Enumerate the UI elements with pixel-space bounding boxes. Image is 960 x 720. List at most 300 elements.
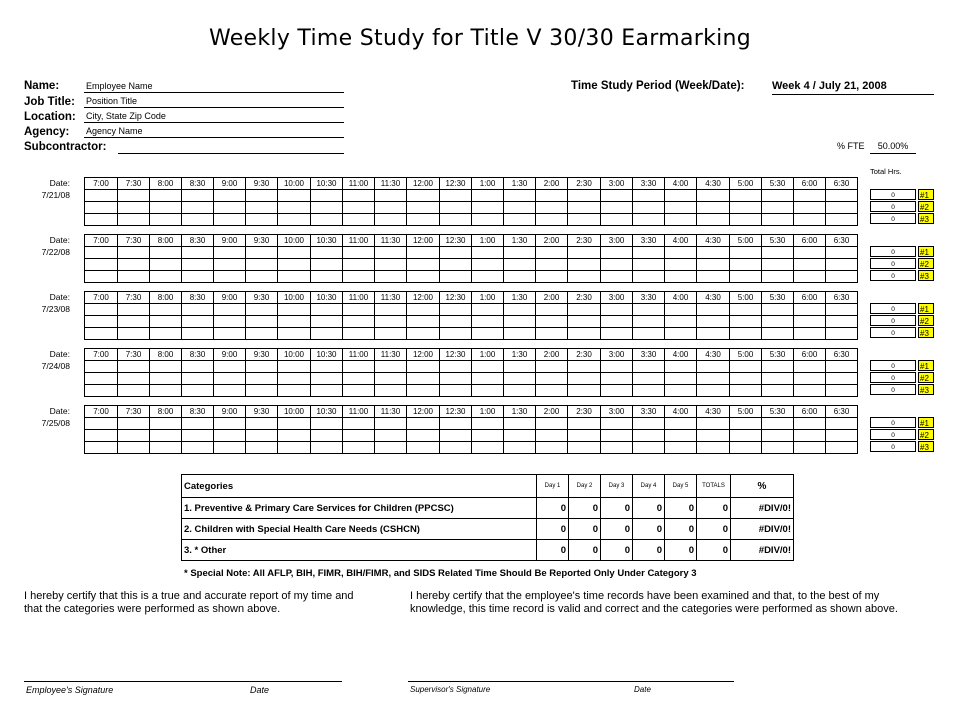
time-cell[interactable] <box>826 385 858 397</box>
time-cell[interactable] <box>375 373 407 385</box>
employee-signature-line[interactable] <box>24 681 342 682</box>
time-cell[interactable] <box>472 442 504 454</box>
time-cell[interactable] <box>536 304 568 316</box>
time-cell[interactable] <box>633 214 665 226</box>
time-cell[interactable] <box>150 304 182 316</box>
time-cell[interactable] <box>343 304 375 316</box>
time-cell[interactable] <box>150 385 182 397</box>
time-cell[interactable] <box>794 202 826 214</box>
time-cell[interactable] <box>730 418 762 430</box>
time-cell[interactable] <box>150 190 182 202</box>
time-cell[interactable] <box>246 190 278 202</box>
time-cell[interactable] <box>343 271 375 283</box>
time-cell[interactable] <box>311 328 343 340</box>
time-cell[interactable] <box>633 442 665 454</box>
time-cell[interactable] <box>246 271 278 283</box>
time-cell[interactable] <box>343 430 375 442</box>
time-cell[interactable] <box>375 190 407 202</box>
time-cell[interactable] <box>407 430 440 442</box>
time-cell[interactable] <box>118 271 150 283</box>
time-cell[interactable] <box>214 442 246 454</box>
time-cell[interactable] <box>794 385 826 397</box>
time-cell[interactable] <box>407 190 440 202</box>
time-cell[interactable] <box>472 430 504 442</box>
time-cell[interactable] <box>375 385 407 397</box>
time-cell[interactable] <box>375 430 407 442</box>
time-cell[interactable] <box>826 430 858 442</box>
time-cell[interactable] <box>601 361 633 373</box>
time-cell[interactable] <box>665 385 697 397</box>
time-cell[interactable] <box>665 259 697 271</box>
time-cell[interactable] <box>278 316 311 328</box>
time-cell[interactable] <box>278 442 311 454</box>
time-cell[interactable] <box>440 373 472 385</box>
time-cell[interactable] <box>826 361 858 373</box>
time-cell[interactable] <box>150 373 182 385</box>
time-cell[interactable] <box>504 361 536 373</box>
time-cell[interactable] <box>311 190 343 202</box>
time-cell[interactable] <box>85 385 118 397</box>
time-cell[interactable] <box>536 373 568 385</box>
time-cell[interactable] <box>568 361 601 373</box>
time-cell[interactable] <box>504 271 536 283</box>
time-cell[interactable] <box>536 385 568 397</box>
time-cell[interactable] <box>214 214 246 226</box>
time-cell[interactable] <box>343 385 375 397</box>
time-cell[interactable] <box>665 442 697 454</box>
time-cell[interactable] <box>697 259 730 271</box>
time-cell[interactable] <box>407 442 440 454</box>
time-cell[interactable] <box>214 190 246 202</box>
time-cell[interactable] <box>343 247 375 259</box>
time-cell[interactable] <box>568 418 601 430</box>
time-cell[interactable] <box>504 214 536 226</box>
time-cell[interactable] <box>697 373 730 385</box>
time-cell[interactable] <box>343 442 375 454</box>
time-cell[interactable] <box>182 328 214 340</box>
time-cell[interactable] <box>278 328 311 340</box>
time-cell[interactable] <box>118 202 150 214</box>
time-cell[interactable] <box>407 259 440 271</box>
time-cell[interactable] <box>246 247 278 259</box>
time-cell[interactable] <box>536 259 568 271</box>
time-cell[interactable] <box>311 418 343 430</box>
time-cell[interactable] <box>246 430 278 442</box>
subcontractor-field[interactable] <box>118 141 344 154</box>
time-cell[interactable] <box>407 385 440 397</box>
time-cell[interactable] <box>697 361 730 373</box>
time-cell[interactable] <box>536 361 568 373</box>
time-cell[interactable] <box>343 361 375 373</box>
time-cell[interactable] <box>85 202 118 214</box>
time-cell[interactable] <box>762 316 794 328</box>
time-cell[interactable] <box>375 442 407 454</box>
time-cell[interactable] <box>665 304 697 316</box>
time-cell[interactable] <box>343 373 375 385</box>
time-cell[interactable] <box>150 316 182 328</box>
time-cell[interactable] <box>697 442 730 454</box>
time-cell[interactable] <box>182 304 214 316</box>
time-cell[interactable] <box>407 361 440 373</box>
time-cell[interactable] <box>633 385 665 397</box>
time-cell[interactable] <box>536 214 568 226</box>
time-cell[interactable] <box>536 271 568 283</box>
time-cell[interactable] <box>440 418 472 430</box>
time-cell[interactable] <box>762 361 794 373</box>
time-cell[interactable] <box>601 259 633 271</box>
time-cell[interactable] <box>311 430 343 442</box>
time-cell[interactable] <box>311 304 343 316</box>
time-cell[interactable] <box>278 373 311 385</box>
time-cell[interactable] <box>472 316 504 328</box>
time-cell[interactable] <box>375 328 407 340</box>
time-cell[interactable] <box>311 316 343 328</box>
time-cell[interactable] <box>504 247 536 259</box>
time-cell[interactable] <box>730 385 762 397</box>
time-cell[interactable] <box>150 214 182 226</box>
time-cell[interactable] <box>665 361 697 373</box>
time-cell[interactable] <box>730 430 762 442</box>
time-cell[interactable] <box>85 304 118 316</box>
time-cell[interactable] <box>246 418 278 430</box>
time-cell[interactable] <box>697 328 730 340</box>
time-cell[interactable] <box>697 304 730 316</box>
time-cell[interactable] <box>343 214 375 226</box>
time-cell[interactable] <box>826 442 858 454</box>
time-cell[interactable] <box>730 361 762 373</box>
time-cell[interactable] <box>601 442 633 454</box>
time-cell[interactable] <box>150 259 182 271</box>
name-field[interactable]: Employee Name <box>84 80 344 93</box>
time-cell[interactable] <box>214 202 246 214</box>
time-cell[interactable] <box>278 214 311 226</box>
time-cell[interactable] <box>697 202 730 214</box>
time-cell[interactable] <box>150 418 182 430</box>
time-cell[interactable] <box>246 316 278 328</box>
time-cell[interactable] <box>311 442 343 454</box>
time-cell[interactable] <box>826 202 858 214</box>
time-cell[interactable] <box>182 418 214 430</box>
time-cell[interactable] <box>730 259 762 271</box>
location-field[interactable]: City, State Zip Code <box>84 110 344 123</box>
time-cell[interactable] <box>568 214 601 226</box>
time-cell[interactable] <box>665 271 697 283</box>
time-cell[interactable] <box>246 304 278 316</box>
time-cell[interactable] <box>697 418 730 430</box>
time-cell[interactable] <box>601 304 633 316</box>
time-cell[interactable] <box>311 385 343 397</box>
time-cell[interactable] <box>278 202 311 214</box>
time-cell[interactable] <box>826 373 858 385</box>
time-cell[interactable] <box>150 271 182 283</box>
time-cell[interactable] <box>730 442 762 454</box>
time-cell[interactable] <box>794 430 826 442</box>
time-cell[interactable] <box>633 373 665 385</box>
time-cell[interactable] <box>762 259 794 271</box>
time-cell[interactable] <box>665 430 697 442</box>
time-cell[interactable] <box>665 418 697 430</box>
time-cell[interactable] <box>665 214 697 226</box>
time-cell[interactable] <box>182 385 214 397</box>
time-cell[interactable] <box>85 271 118 283</box>
time-cell[interactable] <box>85 214 118 226</box>
time-cell[interactable] <box>375 259 407 271</box>
time-cell[interactable] <box>601 373 633 385</box>
time-cell[interactable] <box>665 328 697 340</box>
time-cell[interactable] <box>375 418 407 430</box>
time-cell[interactable] <box>85 361 118 373</box>
time-cell[interactable] <box>794 304 826 316</box>
time-cell[interactable] <box>375 202 407 214</box>
time-cell[interactable] <box>633 304 665 316</box>
time-cell[interactable] <box>762 304 794 316</box>
time-cell[interactable] <box>826 271 858 283</box>
time-cell[interactable] <box>730 316 762 328</box>
time-cell[interactable] <box>150 442 182 454</box>
time-cell[interactable] <box>504 442 536 454</box>
time-cell[interactable] <box>118 247 150 259</box>
time-cell[interactable] <box>182 361 214 373</box>
time-cell[interactable] <box>633 361 665 373</box>
time-cell[interactable] <box>375 214 407 226</box>
time-cell[interactable] <box>311 202 343 214</box>
time-cell[interactable] <box>182 430 214 442</box>
time-cell[interactable] <box>278 361 311 373</box>
time-cell[interactable] <box>794 259 826 271</box>
time-cell[interactable] <box>150 202 182 214</box>
time-cell[interactable] <box>214 271 246 283</box>
time-cell[interactable] <box>214 373 246 385</box>
time-cell[interactable] <box>762 214 794 226</box>
time-cell[interactable] <box>85 259 118 271</box>
time-cell[interactable] <box>375 361 407 373</box>
time-cell[interactable] <box>633 271 665 283</box>
time-cell[interactable] <box>343 418 375 430</box>
time-cell[interactable] <box>504 328 536 340</box>
time-cell[interactable] <box>504 316 536 328</box>
time-cell[interactable] <box>182 442 214 454</box>
time-cell[interactable] <box>568 190 601 202</box>
time-cell[interactable] <box>214 247 246 259</box>
time-cell[interactable] <box>472 259 504 271</box>
time-cell[interactable] <box>440 430 472 442</box>
time-cell[interactable] <box>762 202 794 214</box>
time-cell[interactable] <box>730 190 762 202</box>
time-cell[interactable] <box>730 328 762 340</box>
time-cell[interactable] <box>601 214 633 226</box>
time-cell[interactable] <box>601 316 633 328</box>
time-cell[interactable] <box>440 361 472 373</box>
time-cell[interactable] <box>472 190 504 202</box>
time-cell[interactable] <box>407 316 440 328</box>
time-cell[interactable] <box>182 247 214 259</box>
time-cell[interactable] <box>472 271 504 283</box>
time-cell[interactable] <box>440 214 472 226</box>
time-cell[interactable] <box>762 442 794 454</box>
time-cell[interactable] <box>278 271 311 283</box>
time-cell[interactable] <box>601 202 633 214</box>
time-cell[interactable] <box>633 328 665 340</box>
time-cell[interactable] <box>214 316 246 328</box>
time-cell[interactable] <box>601 271 633 283</box>
time-cell[interactable] <box>472 328 504 340</box>
time-cell[interactable] <box>794 247 826 259</box>
time-cell[interactable] <box>246 259 278 271</box>
time-cell[interactable] <box>826 214 858 226</box>
time-cell[interactable] <box>504 202 536 214</box>
job-title-field[interactable]: Position Title <box>84 95 344 108</box>
time-cell[interactable] <box>118 361 150 373</box>
time-cell[interactable] <box>472 214 504 226</box>
time-cell[interactable] <box>440 304 472 316</box>
time-cell[interactable] <box>536 442 568 454</box>
time-cell[interactable] <box>118 214 150 226</box>
time-cell[interactable] <box>762 247 794 259</box>
time-cell[interactable] <box>826 316 858 328</box>
time-cell[interactable] <box>278 190 311 202</box>
time-cell[interactable] <box>697 190 730 202</box>
time-cell[interactable] <box>118 190 150 202</box>
time-cell[interactable] <box>311 247 343 259</box>
time-cell[interactable] <box>440 247 472 259</box>
time-cell[interactable] <box>794 361 826 373</box>
time-cell[interactable] <box>85 247 118 259</box>
time-cell[interactable] <box>633 247 665 259</box>
time-cell[interactable] <box>665 202 697 214</box>
time-cell[interactable] <box>730 373 762 385</box>
time-cell[interactable] <box>150 328 182 340</box>
time-cell[interactable] <box>182 214 214 226</box>
time-cell[interactable] <box>536 418 568 430</box>
time-cell[interactable] <box>568 259 601 271</box>
time-cell[interactable] <box>536 247 568 259</box>
time-cell[interactable] <box>536 328 568 340</box>
time-cell[interactable] <box>536 202 568 214</box>
time-cell[interactable] <box>214 430 246 442</box>
time-cell[interactable] <box>568 328 601 340</box>
time-cell[interactable] <box>407 418 440 430</box>
time-cell[interactable] <box>440 202 472 214</box>
time-cell[interactable] <box>407 202 440 214</box>
time-cell[interactable] <box>311 214 343 226</box>
time-cell[interactable] <box>730 247 762 259</box>
time-cell[interactable] <box>826 304 858 316</box>
time-cell[interactable] <box>214 418 246 430</box>
time-cell[interactable] <box>536 190 568 202</box>
time-cell[interactable] <box>794 271 826 283</box>
time-cell[interactable] <box>343 316 375 328</box>
time-cell[interactable] <box>311 259 343 271</box>
time-cell[interactable] <box>472 304 504 316</box>
time-cell[interactable] <box>472 373 504 385</box>
time-cell[interactable] <box>504 190 536 202</box>
time-cell[interactable] <box>633 190 665 202</box>
time-cell[interactable] <box>278 247 311 259</box>
time-cell[interactable] <box>343 202 375 214</box>
time-cell[interactable] <box>440 190 472 202</box>
time-cell[interactable] <box>601 418 633 430</box>
time-cell[interactable] <box>246 202 278 214</box>
time-cell[interactable] <box>794 442 826 454</box>
time-cell[interactable] <box>246 328 278 340</box>
time-cell[interactable] <box>665 373 697 385</box>
time-cell[interactable] <box>214 328 246 340</box>
time-cell[interactable] <box>665 316 697 328</box>
time-cell[interactable] <box>440 259 472 271</box>
time-cell[interactable] <box>214 361 246 373</box>
time-cell[interactable] <box>246 442 278 454</box>
time-cell[interactable] <box>407 271 440 283</box>
time-cell[interactable] <box>278 430 311 442</box>
time-cell[interactable] <box>375 316 407 328</box>
time-cell[interactable] <box>794 214 826 226</box>
time-cell[interactable] <box>311 271 343 283</box>
time-cell[interactable] <box>633 202 665 214</box>
time-cell[interactable] <box>407 328 440 340</box>
time-cell[interactable] <box>504 373 536 385</box>
time-cell[interactable] <box>697 247 730 259</box>
time-cell[interactable] <box>375 304 407 316</box>
time-cell[interactable] <box>118 316 150 328</box>
time-cell[interactable] <box>665 247 697 259</box>
time-cell[interactable] <box>311 361 343 373</box>
time-cell[interactable] <box>633 418 665 430</box>
time-cell[interactable] <box>826 259 858 271</box>
time-cell[interactable] <box>375 247 407 259</box>
time-cell[interactable] <box>182 202 214 214</box>
time-cell[interactable] <box>568 316 601 328</box>
time-cell[interactable] <box>568 271 601 283</box>
time-cell[interactable] <box>826 328 858 340</box>
time-cell[interactable] <box>118 304 150 316</box>
time-cell[interactable] <box>568 442 601 454</box>
time-cell[interactable] <box>85 430 118 442</box>
time-cell[interactable] <box>568 247 601 259</box>
time-cell[interactable] <box>697 271 730 283</box>
time-cell[interactable] <box>150 247 182 259</box>
time-cell[interactable] <box>762 190 794 202</box>
time-cell[interactable] <box>407 247 440 259</box>
time-cell[interactable] <box>85 418 118 430</box>
time-cell[interactable] <box>407 214 440 226</box>
time-cell[interactable] <box>730 271 762 283</box>
time-cell[interactable] <box>246 214 278 226</box>
time-cell[interactable] <box>697 385 730 397</box>
time-cell[interactable] <box>182 316 214 328</box>
time-cell[interactable] <box>536 430 568 442</box>
time-cell[interactable] <box>440 385 472 397</box>
time-cell[interactable] <box>85 373 118 385</box>
time-cell[interactable] <box>407 304 440 316</box>
time-cell[interactable] <box>278 304 311 316</box>
time-cell[interactable] <box>794 418 826 430</box>
time-cell[interactable] <box>826 418 858 430</box>
time-cell[interactable] <box>536 316 568 328</box>
time-cell[interactable] <box>343 190 375 202</box>
time-cell[interactable] <box>568 373 601 385</box>
time-cell[interactable] <box>826 247 858 259</box>
time-cell[interactable] <box>794 316 826 328</box>
time-cell[interactable] <box>440 316 472 328</box>
time-cell[interactable] <box>472 202 504 214</box>
time-cell[interactable] <box>375 271 407 283</box>
time-cell[interactable] <box>665 190 697 202</box>
time-cell[interactable] <box>182 271 214 283</box>
time-cell[interactable] <box>633 430 665 442</box>
time-cell[interactable] <box>568 430 601 442</box>
time-cell[interactable] <box>118 259 150 271</box>
time-cell[interactable] <box>246 385 278 397</box>
